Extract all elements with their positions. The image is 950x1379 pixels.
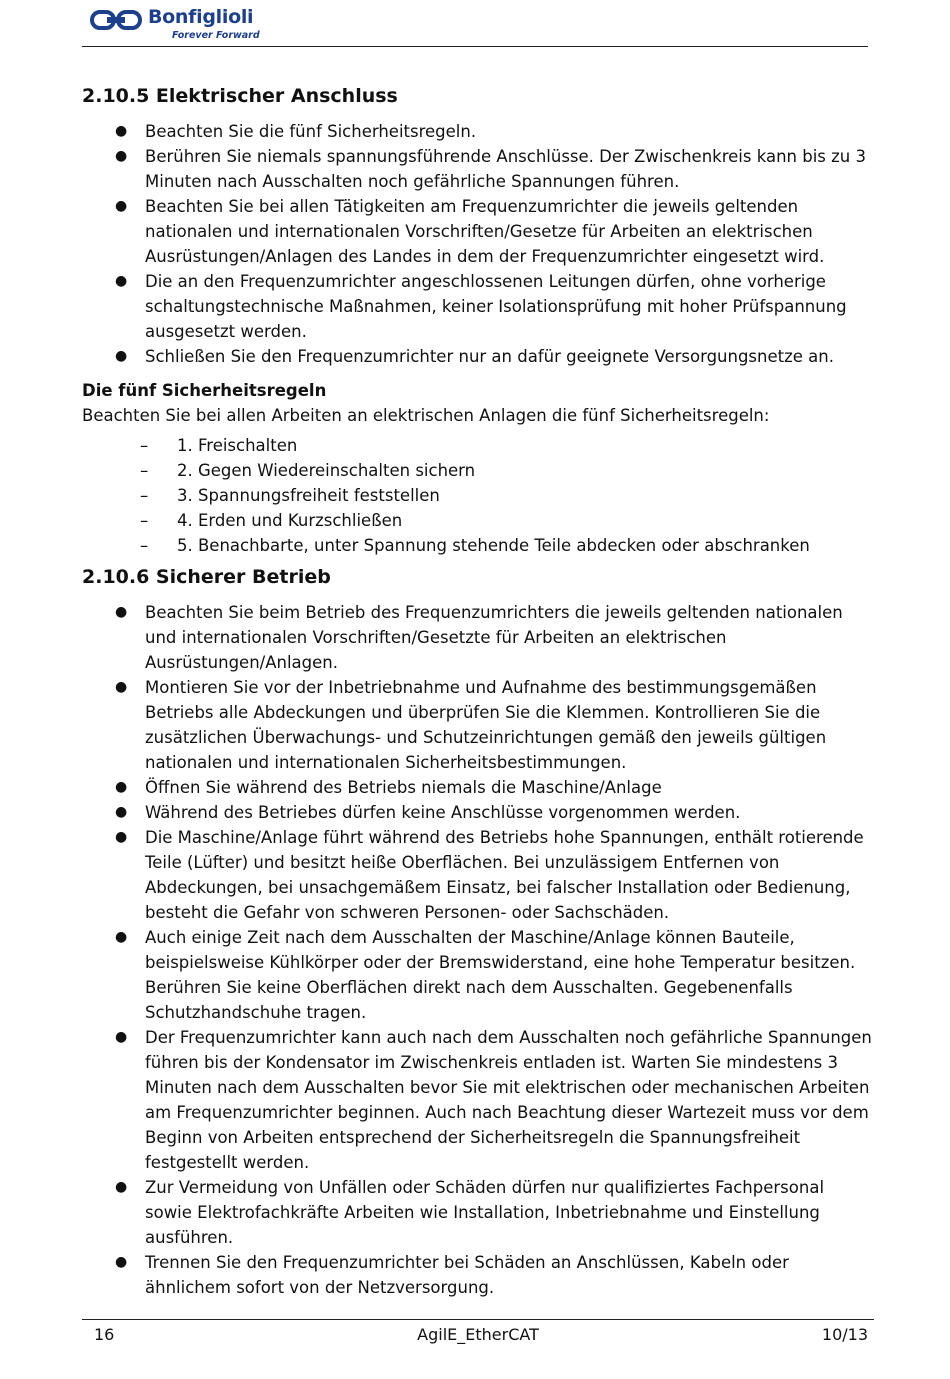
bonfiglioli-logo [90,8,270,44]
list-item [82,800,872,825]
list-item-text: Montieren Sie vor der Inbetriebnahme und Aufnahme des bestimmungsgemäßen Betriebs alle Abdeckungen und überprüfen Sie die Klemmen. Kontrollieren Sie die zusätzlichen Überwachungs- und Schutzeinrichtungen gemäß den jeweils gültigen nationalen und internationalen Sicherheitsbestimmungen. [145,678,827,772]
list-item [82,433,872,458]
bullet-icon: ● [115,148,128,164]
list-item [82,675,872,775]
dash-icon: – [140,461,149,480]
list-item [82,1175,872,1250]
safe-operation-bullet-list [82,600,872,1300]
list-item [82,269,872,344]
list-item-text: Auch einige Zeit nach dem Ausschalten der Maschine/Anlage können Bauteile, beispielsweise Kühlkörper oder der Bremswiderstand, eine hohe Temperatur besitzen. Berühren Sie keine Oberflächen direkt nach dem Ausschalten. Gegebenenfalls Schutzhandschuhe tragen. [145,928,856,1022]
bullet-icon: ● [115,604,128,620]
page-header [82,8,868,47]
document-title: AgilE_EtherCAT [417,1325,539,1344]
logo-brand: Bonfiglioli [148,6,254,28]
list-item-text: Trennen Sie den Frequenzumrichter bei Schäden an Anschlüssen, Kabeln oder ähnlichem sofort von der Netzversorgung. [145,1253,789,1297]
list-item-text: Beachten Sie beim Betrieb des Frequenzumrichters die jeweils geltenden nationalen und internationalen Vorschriften/Gesetzte für Arbeiten an elektrischen Ausrüstungen/Anlagen. [145,603,843,672]
section-heading-safe-operation: 2.10.6 Sicherer Betrieb [82,566,331,588]
dash-icon: – [140,486,149,505]
dash-icon: – [140,536,149,555]
electrical-bullet-list [82,119,872,369]
dash-icon: – [140,511,149,530]
list-item-text: Schließen Sie den Frequenzumrichter nur an dafür geeignete Versorgungsnetze an. [145,347,834,366]
bullet-icon: ● [115,1179,128,1195]
bullet-icon: ● [115,198,128,214]
list-item [82,1250,872,1300]
list-item-text: 1. Freischalten [177,436,298,455]
logo-mark-icon [90,9,144,31]
bullet-icon: ● [115,1029,128,1045]
list-item-text: Beachten Sie die fünf Sicherheitsregeln. [145,122,477,141]
dash-icon: – [140,436,149,455]
list-item [82,458,872,483]
list-item [82,144,872,194]
list-item [82,194,872,269]
bullet-icon: ● [115,348,128,364]
bullet-icon: ● [115,929,128,945]
list-item [82,344,872,369]
rules-intro: Beachten Sie bei allen Arbeiten an elektrischen Anlagen die fünf Sicherheitsregeln: [82,406,770,425]
bullet-icon: ● [115,123,128,139]
rules-heading: Die fünf Sicherheitsregeln [82,381,327,400]
list-item-text: Zur Vermeidung von Unfällen oder Schäden dürfen nur qualifiziertes Fachpersonal sowie Elektrofachkräfte Arbeiten wie Installation, Inbetriebnahme und Einstellung ausführen. [145,1178,825,1247]
list-item [82,533,872,558]
list-item-text: Öffnen Sie während des Betriebs niemals die Maschine/Anlage [145,778,662,797]
list-item [82,825,872,925]
list-item-text: 4. Erden und Kurzschließen [177,511,403,530]
list-item-text: Während des Betriebes dürfen keine Anschlüsse vorgenommen werden. [145,803,741,822]
rules-list [82,433,872,558]
list-item-text: Beachten Sie bei allen Tätigkeiten am Frequenzumrichter die jeweils geltenden nationalen und internationalen Vorschriften/Gesetze für Arbeiten an elektrischen Ausrüstungen/Anlagen des Landes in dem der Frequenzumrichter eingesetzt wird. [145,197,825,266]
section-heading-electrical: 2.10.5 Elektrischer Anschluss [82,85,398,107]
page-number: 16 [94,1325,115,1344]
list-item-text: 2. Gegen Wiedereinschalten sichern [177,461,476,480]
list-item [82,508,872,533]
list-item [82,1025,872,1175]
bullet-icon: ● [115,804,128,820]
list-item-text: 5. Benachbarte, unter Spannung stehende Teile abdecken oder abschranken [177,536,810,555]
list-item-text: 3. Spannungsfreiheit feststellen [177,486,440,505]
list-item-text: Die an den Frequenzumrichter angeschlossenen Leitungen dürfen, ohne vorherige schaltungstechnische Maßnahmen, keiner Isolationsprüfung mit hoher Prüfspannung ausgesetzt werden. [145,272,847,341]
bullet-icon: ● [115,273,128,289]
list-item [82,483,872,508]
bullet-icon: ● [115,1254,128,1270]
document-date: 10/13 [821,1325,868,1344]
list-item [82,600,872,675]
list-item [82,119,872,144]
list-item [82,775,872,800]
logo-tagline: Forever Forward [172,30,260,41]
page-footer [82,1319,874,1350]
list-item-text: Der Frequenzumrichter kann auch nach dem Ausschalten noch gefährliche Spannungen führen bis der Kondensator im Zwischenkreis entladen ist. Warten Sie mindestens 3 Minuten nach dem Ausschalten bevor Sie mit elektrischen oder mechanischen Arbeiten am Frequenzumrichter beginnen. Auch nach Beachtung dieser Wartezeit muss vor dem Beginn von Arbeiten entsprechend der Sicherheitsregeln die Spannungsfreiheit festgestellt werden. [145,1028,872,1172]
page-content [82,80,872,1300]
bullet-icon: ● [115,779,128,795]
bullet-icon: ● [115,829,128,845]
bullet-icon: ● [115,679,128,695]
list-item [82,925,872,1025]
list-item-text: Berühren Sie niemals spannungsführende Anschlüsse. Der Zwischenkreis kann bis zu 3 Minuten nach Ausschalten noch gefährliche Spannungen führen. [145,147,867,191]
list-item-text: Die Maschine/Anlage führt während des Betriebs hohe Spannungen, enthält rotierende Teile (Lüfter) und besitzt heiße Oberflächen. Bei unzulässigem Entfernen von Abdeckungen, bei unsachgemäßem Einsatz, bei falscher Installation oder Bedienung, besteht die Gefahr von schweren Personen- oder Sachschäden. [145,828,864,922]
